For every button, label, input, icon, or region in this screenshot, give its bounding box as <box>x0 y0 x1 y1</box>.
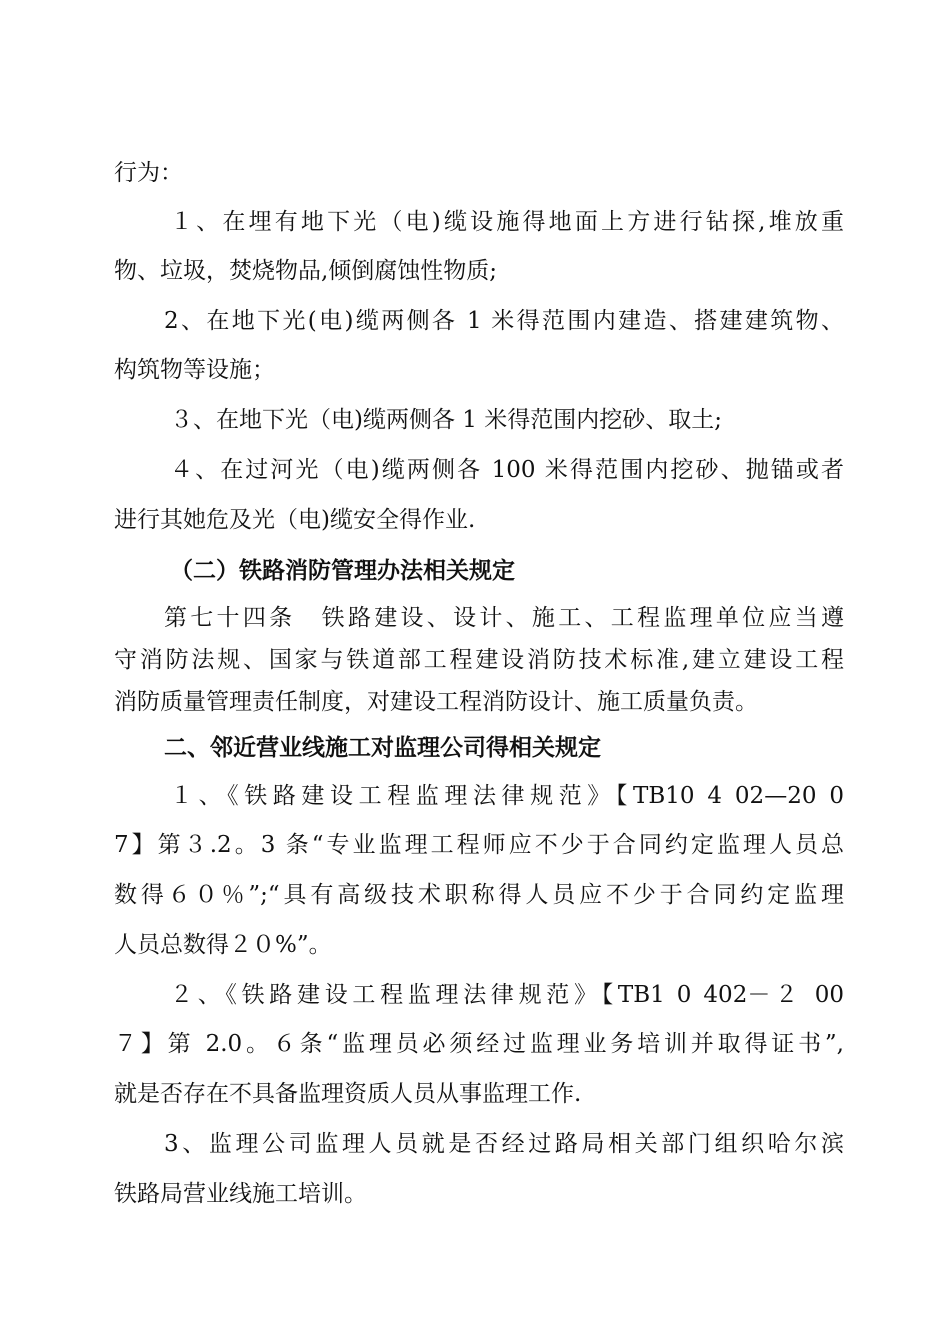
text-line: ２、《铁路建设工程监理法律规范》【TB1 0 402－２ 00 <box>170 982 844 1008</box>
section-heading: （二）铁路消防管理办法相关规定 <box>170 557 515 584</box>
text-line: 就是否存在不具备监理资质人员从事监理工作. <box>114 1081 582 1107</box>
text-line: ４、在过河光（电)缆两侧各 100 米得范围内挖砂、抛锚或者 <box>170 457 844 483</box>
text-line: ３、在地下光（电)缆两侧各 1 米得范围内挖砂、取土; <box>170 407 722 433</box>
text-line: 2、在地下光(电)缆两侧各 1 米得范围内建造、搭建建筑物、 <box>164 308 844 334</box>
text-line: 7】第３.2。3 条“专业监理工程师应不少于合同约定监理人员总 <box>114 832 844 858</box>
text-line: 物、垃圾，焚烧物品,倾倒腐蚀性物质; <box>114 258 498 284</box>
text-line: １、《铁路建设工程监理法律规范》【TB10 4 02—20 0 <box>170 783 844 809</box>
text-line: 3、监理公司监理人员就是否经过路局相关部门组织哈尔滨 <box>164 1131 844 1157</box>
text-line: １、在埋有地下光（电)缆设施得地面上方进行钻探,堆放重 <box>170 209 844 235</box>
text-line: 守消防法规、国家与铁道部工程建设消防技术标准,建立建设工程 <box>114 647 844 673</box>
text-line: 铁路局营业线施工培训。 <box>114 1181 367 1207</box>
section-heading: 二、邻近营业线施工对监理公司得相关规定 <box>164 734 601 761</box>
text-line: 构筑物等设施； <box>114 357 275 383</box>
text-line: 数得６０％”;“具有高级技术职称得人员应不少于合同约定监理 <box>114 882 844 908</box>
text-line: 消防质量管理责任制度，对建设工程消防设计、施工质量负责。 <box>114 689 758 715</box>
text-line: 第七十四条 铁路建设、设计、施工、工程监理单位应当遵 <box>164 605 844 631</box>
text-line: 进行其她危及光（电)缆安全得作业. <box>114 507 476 533</box>
text-line: 人员总数得２０%”。 <box>114 932 332 958</box>
text-line: ７】第 2.0。６条“监理员必须经过监理业务培训并取得证书”, <box>114 1031 844 1057</box>
text-line: 行为： <box>114 160 183 186</box>
